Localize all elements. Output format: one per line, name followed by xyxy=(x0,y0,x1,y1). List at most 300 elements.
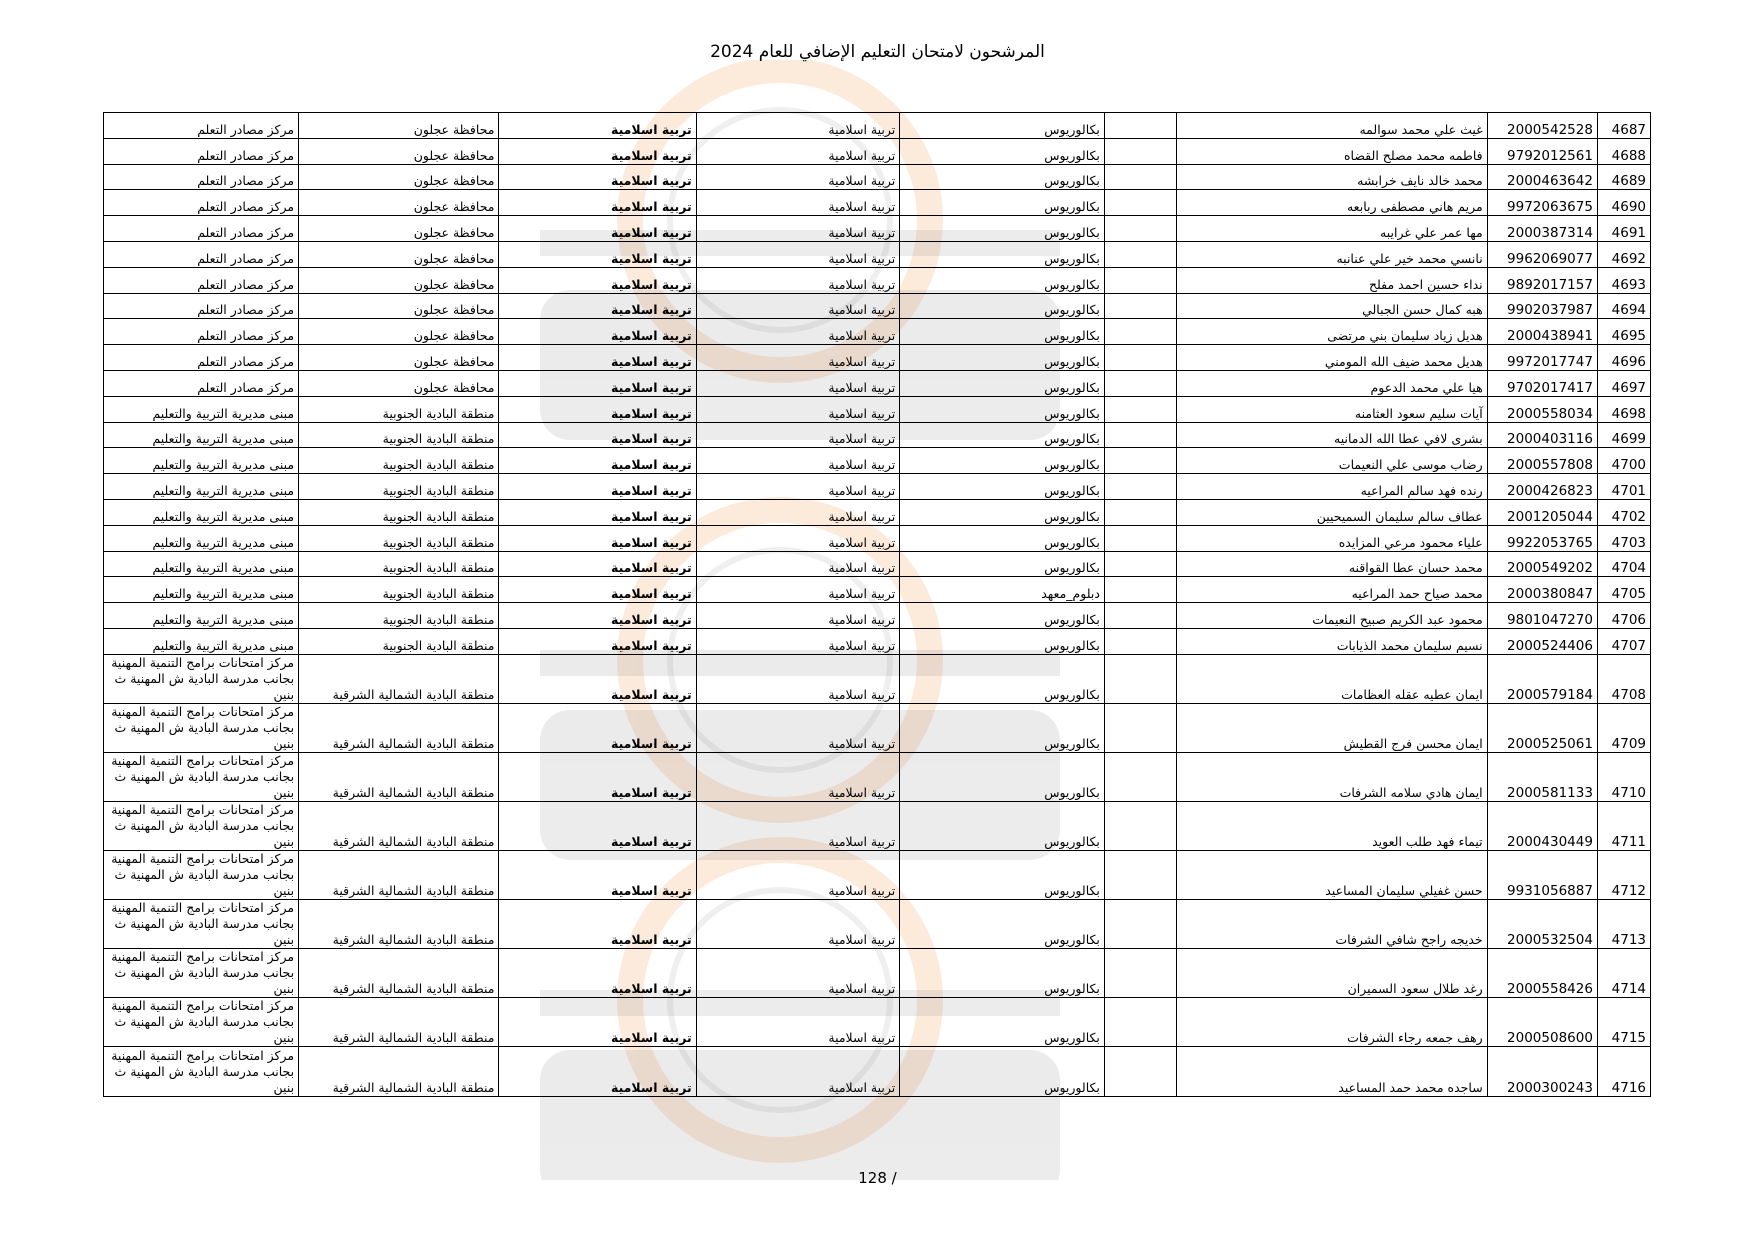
table-row xyxy=(104,370,1651,396)
national-id-cell: 9892017157 xyxy=(1487,267,1597,293)
table-row xyxy=(104,577,1651,603)
name-cell: تيماء فهد طلب العويد xyxy=(1177,802,1488,851)
empty-cell xyxy=(1104,949,1176,998)
subject-cell: تربية اسلامية xyxy=(499,703,696,752)
region-cell: منطقة البادية الجنوبية xyxy=(299,525,499,551)
region-cell: محافظة عجلون xyxy=(299,138,499,164)
national-id-cell: 9931056887 xyxy=(1487,851,1597,900)
region-cell: منطقة البادية الشمالية الشرقية xyxy=(299,752,499,801)
national-id-cell: 9922053765 xyxy=(1487,525,1597,551)
table-row xyxy=(104,752,1651,801)
empty-cell xyxy=(1104,267,1176,293)
national-id-cell: 2000524406 xyxy=(1487,628,1597,654)
table-row xyxy=(104,448,1651,474)
table-row xyxy=(104,525,1651,551)
seq-cell: 4689 xyxy=(1597,164,1650,190)
empty-cell xyxy=(1104,1047,1176,1096)
national-id-cell: 2000438941 xyxy=(1487,319,1597,345)
venue-line-2: بجانب مدرسة البادية ش المهنية ث بنين xyxy=(114,965,295,997)
region-cell: محافظة عجلون xyxy=(299,319,499,345)
venue-cell: مركز مصادر التعلم xyxy=(104,190,299,216)
venue-line-2: بجانب مدرسة البادية ش المهنية ث بنين xyxy=(114,916,295,948)
page-title: المرشحون لامتحان التعليم الإضافي للعام 2024 xyxy=(710,42,1045,62)
subject-cell: تربية اسلامية xyxy=(499,851,696,900)
table-row xyxy=(104,499,1651,525)
venue-cell: مبنى مديرية التربية والتعليم xyxy=(104,577,299,603)
degree-cell: بكالوريوس xyxy=(900,654,1105,703)
region-cell: منطقة البادية الشمالية الشرقية xyxy=(299,998,499,1047)
national-id-cell: 2000300243 xyxy=(1487,1047,1597,1096)
major-cell: تربية اسلامية xyxy=(696,1047,900,1096)
subject-cell: تربية اسلامية xyxy=(499,752,696,801)
table-body xyxy=(104,113,1651,1097)
empty-cell xyxy=(1104,190,1176,216)
degree-cell: بكالوريوس xyxy=(900,396,1105,422)
seq-cell: 4695 xyxy=(1597,319,1650,345)
major-cell: تربية اسلامية xyxy=(696,577,900,603)
table-row xyxy=(104,802,1651,851)
degree-cell: بكالوريوس xyxy=(900,603,1105,629)
national-id-cell: 2000549202 xyxy=(1487,551,1597,577)
table-row xyxy=(104,345,1651,371)
name-cell: نداء حسين احمد مفلح xyxy=(1177,267,1488,293)
venue-cell: مبنى مديرية التربية والتعليم xyxy=(104,603,299,629)
region-cell: منطقة البادية الشمالية الشرقية xyxy=(299,851,499,900)
empty-cell xyxy=(1104,603,1176,629)
subject-cell: تربية اسلامية xyxy=(499,370,696,396)
degree-cell: بكالوريوس xyxy=(900,525,1105,551)
region-cell: محافظة عجلون xyxy=(299,113,499,139)
seq-cell: 4707 xyxy=(1597,628,1650,654)
venue-line-1: مركز امتحانات برامج التنمية المهنية xyxy=(111,753,295,769)
seq-cell: 4715 xyxy=(1597,998,1650,1047)
empty-cell xyxy=(1104,900,1176,949)
region-cell: منطقة البادية الشمالية الشرقية xyxy=(299,900,499,949)
subject-cell: تربية اسلامية xyxy=(499,577,696,603)
name-cell: ساجده محمد حمد المساعيد xyxy=(1177,1047,1488,1096)
name-cell: رضاب موسى علي النعيمات xyxy=(1177,448,1488,474)
empty-cell xyxy=(1104,703,1176,752)
empty-cell xyxy=(1104,422,1176,448)
empty-cell xyxy=(1104,499,1176,525)
major-cell: تربية اسلامية xyxy=(696,293,900,319)
venue-cell: مبنى مديرية التربية والتعليم xyxy=(104,396,299,422)
empty-cell xyxy=(1104,113,1176,139)
table-row xyxy=(104,628,1651,654)
region-cell: محافظة عجلون xyxy=(299,241,499,267)
venue-line-1: مركز امتحانات برامج التنمية المهنية xyxy=(111,802,295,818)
seq-cell: 4709 xyxy=(1597,703,1650,752)
table-row xyxy=(104,949,1651,998)
major-cell: تربية اسلامية xyxy=(696,474,900,500)
subject-cell: تربية اسلامية xyxy=(499,474,696,500)
region-cell: منطقة البادية الشمالية الشرقية xyxy=(299,703,499,752)
region-cell: منطقة البادية الشمالية الشرقية xyxy=(299,654,499,703)
major-cell: تربية اسلامية xyxy=(696,703,900,752)
degree-cell: بكالوريوس xyxy=(900,851,1105,900)
empty-cell xyxy=(1104,138,1176,164)
name-cell: ايمان محسن فرج القطيش xyxy=(1177,703,1488,752)
venue-cell: مبنى مديرية التربية والتعليم xyxy=(104,525,299,551)
degree-cell: بكالوريوس xyxy=(900,370,1105,396)
seq-cell: 4710 xyxy=(1597,752,1650,801)
candidates-table-wrapper xyxy=(103,112,1651,1097)
table-row xyxy=(104,396,1651,422)
subject-cell: تربية اسلامية xyxy=(499,345,696,371)
seq-cell: 4698 xyxy=(1597,396,1650,422)
seq-cell: 4697 xyxy=(1597,370,1650,396)
national-id-cell: 2000430449 xyxy=(1487,802,1597,851)
region-cell: محافظة عجلون xyxy=(299,370,499,396)
degree-cell: بكالوريوس xyxy=(900,499,1105,525)
seq-cell: 4704 xyxy=(1597,551,1650,577)
degree-cell: بكالوريوس xyxy=(900,422,1105,448)
venue-cell: مركز مصادر التعلم xyxy=(104,216,299,242)
name-cell: ايمان هادي سلامه الشرفات xyxy=(1177,752,1488,801)
empty-cell xyxy=(1104,551,1176,577)
name-cell: بشرى لافي عطا الله الدمانيه xyxy=(1177,422,1488,448)
name-cell: نسيم سليمان محمد الذيابات xyxy=(1177,628,1488,654)
name-cell: محمد حسان عطا القواقنه xyxy=(1177,551,1488,577)
venue-cell: مركز مصادر التعلم xyxy=(104,345,299,371)
venue-cell: مركز مصادر التعلم xyxy=(104,113,299,139)
subject-cell: تربية اسلامية xyxy=(499,802,696,851)
venue-cell: مركز مصادر التعلم xyxy=(104,164,299,190)
table-row xyxy=(104,241,1651,267)
name-cell: محمود عبد الكريم صبيح النعيمات xyxy=(1177,603,1488,629)
subject-cell: تربية اسلامية xyxy=(499,654,696,703)
seq-cell: 4693 xyxy=(1597,267,1650,293)
table-row xyxy=(104,998,1651,1047)
venue-cell xyxy=(104,998,299,1047)
name-cell: محمد خالد نايف خرابشه xyxy=(1177,164,1488,190)
name-cell: عطاف سالم سليمان السميحيين xyxy=(1177,499,1488,525)
degree-cell: بكالوريوس xyxy=(900,551,1105,577)
table-row xyxy=(104,293,1651,319)
region-cell: منطقة البادية الشمالية الشرقية xyxy=(299,949,499,998)
empty-cell xyxy=(1104,525,1176,551)
seq-cell: 4714 xyxy=(1597,949,1650,998)
subject-cell: تربية اسلامية xyxy=(499,422,696,448)
degree-cell: بكالوريوس xyxy=(900,319,1105,345)
seq-cell: 4706 xyxy=(1597,603,1650,629)
venue-line-2: بجانب مدرسة البادية ش المهنية ث بنين xyxy=(114,769,295,801)
major-cell: تربية اسلامية xyxy=(696,448,900,474)
national-id-cell: 2000403116 xyxy=(1487,422,1597,448)
major-cell: تربية اسلامية xyxy=(696,802,900,851)
degree-cell: بكالوريوس xyxy=(900,1047,1105,1096)
national-id-cell: 2000525061 xyxy=(1487,703,1597,752)
national-id-cell: 9902037987 xyxy=(1487,293,1597,319)
name-cell: غيث علي محمد سوالمه xyxy=(1177,113,1488,139)
venue-cell: مبنى مديرية التربية والتعليم xyxy=(104,474,299,500)
subject-cell: تربية اسلامية xyxy=(499,396,696,422)
region-cell: محافظة عجلون xyxy=(299,164,499,190)
national-id-cell: 2000542528 xyxy=(1487,113,1597,139)
seq-cell: 4701 xyxy=(1597,474,1650,500)
venue-cell: مركز مصادر التعلم xyxy=(104,138,299,164)
degree-cell: بكالوريوس xyxy=(900,474,1105,500)
major-cell: تربية اسلامية xyxy=(696,138,900,164)
table-row xyxy=(104,551,1651,577)
degree-cell: بكالوريوس xyxy=(900,628,1105,654)
name-cell: رغد طلال سعود السميران xyxy=(1177,949,1488,998)
seq-cell: 4694 xyxy=(1597,293,1650,319)
venue-cell: مبنى مديرية التربية والتعليم xyxy=(104,448,299,474)
name-cell: خديجه راجح شافي الشرفات xyxy=(1177,900,1488,949)
venue-line-1: مركز امتحانات برامج التنمية المهنية xyxy=(111,1047,295,1063)
venue-line-2: بجانب مدرسة البادية ش المهنية ث بنين xyxy=(114,1014,295,1046)
degree-cell: بكالوريوس xyxy=(900,293,1105,319)
seq-cell: 4713 xyxy=(1597,900,1650,949)
subject-cell: تربية اسلامية xyxy=(499,190,696,216)
name-cell: فاطمه محمد مصلح القضاه xyxy=(1177,138,1488,164)
degree-cell: بكالوريوس xyxy=(900,216,1105,242)
seq-cell: 4691 xyxy=(1597,216,1650,242)
region-cell: محافظة عجلون xyxy=(299,345,499,371)
name-cell: رهف جمعه رجاء الشرفات xyxy=(1177,998,1488,1047)
venue-cell xyxy=(104,900,299,949)
seq-cell: 4687 xyxy=(1597,113,1650,139)
empty-cell xyxy=(1104,370,1176,396)
major-cell: تربية اسلامية xyxy=(696,752,900,801)
national-id-cell: 9972017747 xyxy=(1487,345,1597,371)
national-id-cell: 2000581133 xyxy=(1487,752,1597,801)
national-id-cell: 2000426823 xyxy=(1487,474,1597,500)
seq-cell: 4703 xyxy=(1597,525,1650,551)
table-row xyxy=(104,216,1651,242)
name-cell: ايمان عطيه عقله العظامات xyxy=(1177,654,1488,703)
table-row xyxy=(104,851,1651,900)
venue-line-1: مركز امتحانات برامج التنمية المهنية xyxy=(111,654,295,670)
venue-line-1: مركز امتحانات برامج التنمية المهنية xyxy=(111,703,295,719)
name-cell: علياء محمود مرعي المزايده xyxy=(1177,525,1488,551)
venue-cell: مركز مصادر التعلم xyxy=(104,370,299,396)
table-row xyxy=(104,319,1651,345)
national-id-cell: 2000558034 xyxy=(1487,396,1597,422)
table-row xyxy=(104,703,1651,752)
major-cell: تربية اسلامية xyxy=(696,267,900,293)
region-cell: منطقة البادية الجنوبية xyxy=(299,551,499,577)
empty-cell xyxy=(1104,851,1176,900)
empty-cell xyxy=(1104,241,1176,267)
major-cell: تربية اسلامية xyxy=(696,345,900,371)
empty-cell xyxy=(1104,752,1176,801)
subject-cell: تربية اسلامية xyxy=(499,113,696,139)
major-cell: تربية اسلامية xyxy=(696,422,900,448)
empty-cell xyxy=(1104,345,1176,371)
region-cell: محافظة عجلون xyxy=(299,190,499,216)
candidates-table xyxy=(103,112,1651,1097)
table-row xyxy=(104,267,1651,293)
major-cell: تربية اسلامية xyxy=(696,241,900,267)
region-cell: محافظة عجلون xyxy=(299,293,499,319)
page-number: 128 / xyxy=(858,1169,897,1187)
major-cell: تربية اسلامية xyxy=(696,628,900,654)
empty-cell xyxy=(1104,577,1176,603)
empty-cell xyxy=(1104,802,1176,851)
subject-cell: تربية اسلامية xyxy=(499,319,696,345)
venue-line-2: بجانب مدرسة البادية ش المهنية ث بنين xyxy=(114,670,295,702)
subject-cell: تربية اسلامية xyxy=(499,293,696,319)
name-cell: هيا علي محمد الدعوم xyxy=(1177,370,1488,396)
seq-cell: 4696 xyxy=(1597,345,1650,371)
table-row xyxy=(104,900,1651,949)
degree-cell: بكالوريوس xyxy=(900,802,1105,851)
seq-cell: 4699 xyxy=(1597,422,1650,448)
venue-cell xyxy=(104,703,299,752)
seq-cell: 4705 xyxy=(1597,577,1650,603)
table-row xyxy=(104,138,1651,164)
major-cell: تربية اسلامية xyxy=(696,319,900,345)
table-row xyxy=(104,1047,1651,1096)
seq-cell: 4702 xyxy=(1597,499,1650,525)
major-cell: تربية اسلامية xyxy=(696,370,900,396)
venue-cell xyxy=(104,654,299,703)
subject-cell: تربية اسلامية xyxy=(499,551,696,577)
major-cell: تربية اسلامية xyxy=(696,499,900,525)
degree-cell: بكالوريوس xyxy=(900,900,1105,949)
seq-cell: 4708 xyxy=(1597,654,1650,703)
seq-cell: 4711 xyxy=(1597,802,1650,851)
empty-cell xyxy=(1104,628,1176,654)
subject-cell: تربية اسلامية xyxy=(499,241,696,267)
region-cell: منطقة البادية الجنوبية xyxy=(299,474,499,500)
degree-cell: بكالوريوس xyxy=(900,752,1105,801)
subject-cell: تربية اسلامية xyxy=(499,216,696,242)
degree-cell: بكالوريوس xyxy=(900,998,1105,1047)
name-cell: مها عمر علي غرايبه xyxy=(1177,216,1488,242)
venue-cell xyxy=(104,851,299,900)
degree-cell: بكالوريوس xyxy=(900,241,1105,267)
empty-cell xyxy=(1104,216,1176,242)
name-cell: هديل محمد ضيف الله المومني xyxy=(1177,345,1488,371)
major-cell: تربية اسلامية xyxy=(696,525,900,551)
empty-cell xyxy=(1104,164,1176,190)
name-cell: هديل زياد سليمان بني مرتضى xyxy=(1177,319,1488,345)
major-cell: تربية اسلامية xyxy=(696,654,900,703)
degree-cell: بكالوريوس xyxy=(900,448,1105,474)
region-cell: محافظة عجلون xyxy=(299,267,499,293)
subject-cell: تربية اسلامية xyxy=(499,603,696,629)
seq-cell: 4716 xyxy=(1597,1047,1650,1096)
major-cell: تربية اسلامية xyxy=(696,113,900,139)
seq-cell: 4712 xyxy=(1597,851,1650,900)
national-id-cell: 2000579184 xyxy=(1487,654,1597,703)
name-cell: مريم هاني مصطفى ربابعه xyxy=(1177,190,1488,216)
region-cell: منطقة البادية الجنوبية xyxy=(299,448,499,474)
national-id-cell: 2000463642 xyxy=(1487,164,1597,190)
region-cell: منطقة البادية الجنوبية xyxy=(299,603,499,629)
venue-cell xyxy=(104,752,299,801)
venue-cell: مبنى مديرية التربية والتعليم xyxy=(104,499,299,525)
major-cell: تربية اسلامية xyxy=(696,900,900,949)
major-cell: تربية اسلامية xyxy=(696,603,900,629)
venue-cell xyxy=(104,1047,299,1096)
subject-cell: تربية اسلامية xyxy=(499,949,696,998)
subject-cell: تربية اسلامية xyxy=(499,900,696,949)
degree-cell: بكالوريوس xyxy=(900,190,1105,216)
national-id-cell: 9792012561 xyxy=(1487,138,1597,164)
national-id-cell: 9702017417 xyxy=(1487,370,1597,396)
name-cell: نانسي محمد خير علي عنانبه xyxy=(1177,241,1488,267)
venue-line-1: مركز امتحانات برامج التنمية المهنية xyxy=(111,851,295,867)
national-id-cell: 2000557808 xyxy=(1487,448,1597,474)
table-row xyxy=(104,654,1651,703)
region-cell: منطقة البادية الجنوبية xyxy=(299,396,499,422)
national-id-cell: 2000532504 xyxy=(1487,900,1597,949)
region-cell: منطقة البادية الجنوبية xyxy=(299,577,499,603)
name-cell: محمد صياح حمد المراعيه xyxy=(1177,577,1488,603)
national-id-cell: 2000508600 xyxy=(1487,998,1597,1047)
venue-line-1: مركز امتحانات برامج التنمية المهنية xyxy=(111,900,295,916)
subject-cell: تربية اسلامية xyxy=(499,164,696,190)
table-row xyxy=(104,190,1651,216)
venue-cell xyxy=(104,802,299,851)
degree-cell: بكالوريوس xyxy=(900,949,1105,998)
subject-cell: تربية اسلامية xyxy=(499,267,696,293)
empty-cell xyxy=(1104,474,1176,500)
major-cell: تربية اسلامية xyxy=(696,998,900,1047)
region-cell: منطقة البادية الجنوبية xyxy=(299,422,499,448)
major-cell: تربية اسلامية xyxy=(696,551,900,577)
venue-cell: مركز مصادر التعلم xyxy=(104,267,299,293)
national-id-cell: 9801047270 xyxy=(1487,603,1597,629)
venue-line-2: بجانب مدرسة البادية ش المهنية ث بنين xyxy=(114,719,295,751)
venue-cell: مركز مصادر التعلم xyxy=(104,293,299,319)
national-id-cell: 9972063675 xyxy=(1487,190,1597,216)
seq-cell: 4692 xyxy=(1597,241,1650,267)
table-row xyxy=(104,422,1651,448)
subject-cell: تربية اسلامية xyxy=(499,138,696,164)
table-row xyxy=(104,113,1651,139)
seq-cell: 4700 xyxy=(1597,448,1650,474)
region-cell: منطقة البادية الشمالية الشرقية xyxy=(299,1047,499,1096)
empty-cell xyxy=(1104,396,1176,422)
degree-cell: بكالوريوس xyxy=(900,703,1105,752)
seq-cell: 4690 xyxy=(1597,190,1650,216)
degree-cell: بكالوريوس xyxy=(900,164,1105,190)
name-cell: رنده فهد سالم المراعيه xyxy=(1177,474,1488,500)
subject-cell: تربية اسلامية xyxy=(499,998,696,1047)
national-id-cell: 2000387314 xyxy=(1487,216,1597,242)
subject-cell: تربية اسلامية xyxy=(499,448,696,474)
major-cell: تربية اسلامية xyxy=(696,216,900,242)
empty-cell xyxy=(1104,319,1176,345)
major-cell: تربية اسلامية xyxy=(696,190,900,216)
major-cell: تربية اسلامية xyxy=(696,949,900,998)
venue-cell: مبنى مديرية التربية والتعليم xyxy=(104,551,299,577)
venue-cell: مبنى مديرية التربية والتعليم xyxy=(104,628,299,654)
venue-line-2: بجانب مدرسة البادية ش المهنية ث بنين xyxy=(114,818,295,850)
venue-line-2: بجانب مدرسة البادية ش المهنية ث بنين xyxy=(114,867,295,899)
degree-cell: بكالوريوس xyxy=(900,113,1105,139)
name-cell: هبه كمال حسن الجبالي xyxy=(1177,293,1488,319)
subject-cell: تربية اسلامية xyxy=(499,499,696,525)
degree-cell: دبلوم_معهد xyxy=(900,577,1105,603)
table-row xyxy=(104,603,1651,629)
seq-cell: 4688 xyxy=(1597,138,1650,164)
region-cell: منطقة البادية الشمالية الشرقية xyxy=(299,802,499,851)
venue-cell: مركز مصادر التعلم xyxy=(104,319,299,345)
major-cell: تربية اسلامية xyxy=(696,396,900,422)
venue-cell: مركز مصادر التعلم xyxy=(104,241,299,267)
empty-cell xyxy=(1104,654,1176,703)
subject-cell: تربية اسلامية xyxy=(499,628,696,654)
region-cell: منطقة البادية الجنوبية xyxy=(299,628,499,654)
venue-line-2: بجانب مدرسة البادية ش المهنية ث بنين xyxy=(114,1063,295,1095)
venue-cell xyxy=(104,949,299,998)
